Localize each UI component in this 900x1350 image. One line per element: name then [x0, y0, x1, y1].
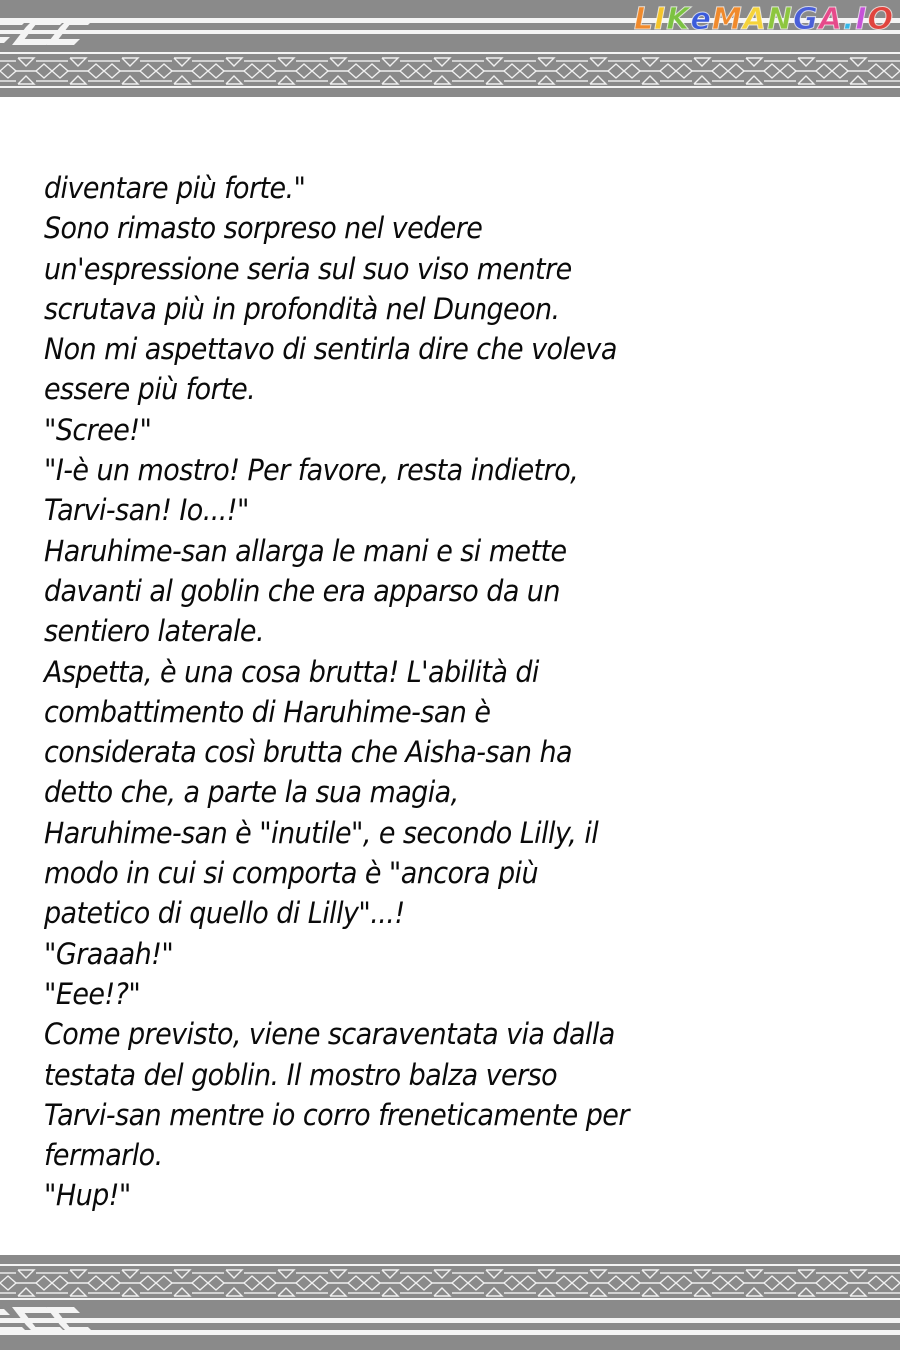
- text-line: patetico di quello di Lilly"...!: [44, 896, 405, 931]
- text-line: davanti al goblin che era apparso da un: [44, 573, 560, 608]
- watermark-letter: I: [654, 2, 667, 37]
- footer-stripe: [0, 1264, 900, 1266]
- watermark-letter: .: [842, 2, 856, 37]
- site-watermark: [634, 2, 894, 38]
- header-stripe: [0, 86, 900, 88]
- text-line: Non mi aspettavo di sentirla dire che voleva: [44, 332, 617, 367]
- watermark-letter: L: [633, 2, 655, 37]
- novel-text-body: [44, 168, 874, 1216]
- text-line: "Scree!": [44, 412, 152, 447]
- text-line: sentiero laterale.: [44, 614, 264, 649]
- text-line: considerata così brutta che Aisha-san ha: [44, 735, 572, 770]
- greek-key-ornament-icon: [0, 1303, 100, 1337]
- header-geometric-pattern: [0, 56, 900, 86]
- watermark-letter: M: [711, 2, 743, 37]
- text-line: "Graaah!": [44, 936, 174, 971]
- text-line: Sono rimasto sorpreso nel vedere: [44, 211, 483, 246]
- text-line: fermarlo.: [44, 1138, 163, 1173]
- text-line: Haruhime-san è "inutile", e secondo Lilly, il: [44, 815, 599, 850]
- text-line: "Eee!?": [44, 976, 141, 1011]
- watermark-letter: e: [690, 2, 712, 37]
- watermark-letter: A: [742, 2, 767, 37]
- footer-border-band: [0, 1255, 900, 1350]
- text-line: testata del goblin. Il mostro balza verso: [44, 1057, 558, 1092]
- text-line: "Hup!": [44, 1178, 131, 1213]
- text-line: scrutava più in profondità nel Dungeon.: [44, 291, 560, 326]
- text-line: "I-è un mostro! Per favore, resta indietro,: [44, 453, 579, 488]
- greek-key-ornament-icon: [0, 15, 100, 49]
- text-line: un'espressione seria sul suo viso mentre: [44, 251, 572, 286]
- text-line: Tarvi-san! Io...!": [44, 493, 249, 528]
- watermark-letter: A: [818, 2, 843, 37]
- text-line: Tarvi-san mentre io corro freneticamente per: [44, 1097, 629, 1132]
- text-line: detto che, a parte la sua magia,: [44, 775, 459, 810]
- watermark-letter: K: [666, 2, 691, 37]
- text-line: modo in cui si comporta è "ancora più: [44, 856, 538, 891]
- footer-stripe: [0, 1330, 900, 1335]
- text-line: Aspetta, è una cosa brutta! L'abilità di: [44, 654, 539, 689]
- watermark-letter: N: [766, 2, 794, 37]
- watermark-letter: O: [867, 2, 894, 37]
- text-line: Haruhime-san allarga le mani e si mette: [44, 533, 567, 568]
- text-line: diventare più forte.": [44, 171, 306, 205]
- text-line: Come previsto, viene scaraventata via dalla: [44, 1017, 615, 1052]
- text-line: essere più forte.: [44, 372, 256, 407]
- watermark-letter: I: [855, 2, 868, 37]
- footer-geometric-pattern: [0, 1268, 900, 1298]
- footer-stripe: [0, 1298, 900, 1300]
- watermark-letter: G: [793, 2, 819, 37]
- header-border-band: [0, 0, 900, 97]
- footer-stripe: [0, 1318, 900, 1323]
- header-stripe: [0, 52, 900, 54]
- text-line: combattimento di Haruhime-san è: [44, 694, 491, 729]
